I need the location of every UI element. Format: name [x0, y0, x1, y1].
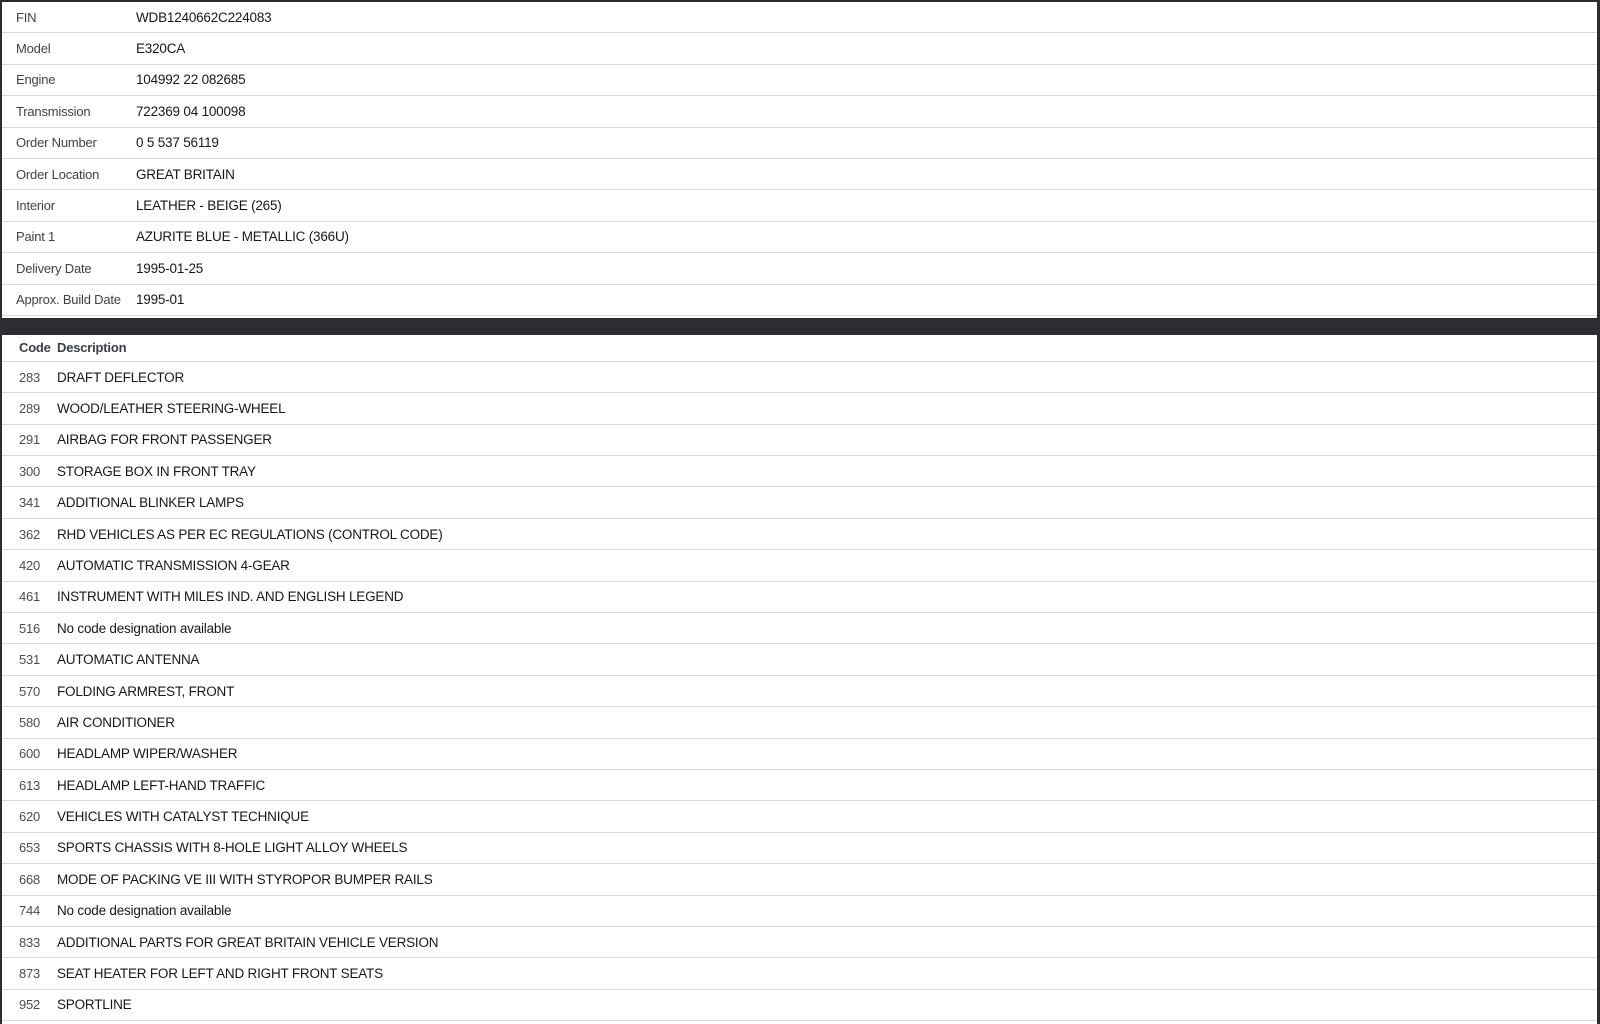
- option-code-row: [2, 927, 1597, 958]
- option-code-row: [2, 896, 1597, 927]
- vehicle-info-value: 722369 04 100098: [136, 103, 246, 119]
- option-code-row: [2, 582, 1597, 613]
- option-code-description: AUTOMATIC TRANSMISSION 4-GEAR: [57, 557, 290, 573]
- vehicle-info-value: 0 5 537 56119: [136, 135, 219, 151]
- option-code-row: [2, 770, 1597, 801]
- option-code-description: HEADLAMP WIPER/WASHER: [57, 746, 238, 762]
- option-code: 600: [19, 746, 41, 762]
- option-code-description: SPORTS CHASSIS WITH 8-HOLE LIGHT ALLOY WHEELS: [57, 840, 408, 856]
- vehicle-info-value: 1995-01-25: [136, 260, 204, 276]
- option-code-row: [2, 707, 1597, 738]
- option-code: 341: [19, 495, 41, 511]
- option-code: 653: [19, 840, 41, 856]
- option-code-description: DRAFT DEFLECTOR: [57, 369, 185, 385]
- code-column-header: Code: [19, 340, 51, 356]
- option-code-description: No code designation available: [57, 620, 232, 636]
- option-code-description: No code designation available: [57, 903, 232, 919]
- vehicle-info-label: Engine: [16, 72, 56, 88]
- option-code: 283: [19, 369, 41, 385]
- option-code: 833: [19, 934, 41, 950]
- vehicle-info-table: [2, 2, 1597, 316]
- option-code-row: [2, 739, 1597, 770]
- option-code: 570: [19, 683, 41, 699]
- vehicle-info-label: Approx. Build Date: [16, 292, 121, 308]
- vehicle-info-label: Model: [16, 41, 51, 57]
- vehicle-info-value: 104992 22 082685: [136, 72, 246, 88]
- option-code: 289: [19, 400, 41, 416]
- vehicle-info-row: [2, 96, 1597, 127]
- option-code-row: [2, 676, 1597, 707]
- vehicle-info-row: [2, 285, 1597, 316]
- vehicle-info-value: AZURITE BLUE - METALLIC (366U): [136, 229, 349, 245]
- option-code-description: HEADLAMP LEFT-HAND TRAFFIC: [57, 777, 266, 793]
- option-code-row: [2, 990, 1597, 1021]
- option-codes-rows: [2, 362, 1597, 1021]
- option-codes-table: [2, 335, 1597, 1021]
- vehicle-info-label: Delivery Date: [16, 260, 92, 276]
- vehicle-info-row: [2, 128, 1597, 159]
- vehicle-info-value: WDB1240662C224083: [136, 9, 272, 25]
- option-code: 461: [19, 589, 41, 605]
- option-code-row: [2, 519, 1597, 550]
- vehicle-info-value: GREAT BRITAIN: [136, 166, 235, 182]
- option-code: 744: [19, 903, 41, 919]
- option-code-description: RHD VEHICLES AS PER EC REGULATIONS (CONTROL CODE): [57, 526, 443, 542]
- option-code: 291: [19, 432, 41, 448]
- option-codes-header-row: [2, 335, 1597, 362]
- option-code-description: AIR CONDITIONER: [57, 714, 175, 730]
- vehicle-info-row: [2, 222, 1597, 253]
- option-code: 668: [19, 871, 41, 887]
- option-code: 620: [19, 809, 41, 825]
- option-code-description: WOOD/LEATHER STEERING-WHEEL: [57, 400, 286, 416]
- option-code-description: INSTRUMENT WITH MILES IND. AND ENGLISH LEGEND: [57, 589, 404, 605]
- option-code-description: SPORTLINE: [57, 997, 132, 1013]
- vehicle-info-label: FIN: [16, 9, 37, 25]
- vehicle-info-value: E320CA: [136, 41, 186, 57]
- option-code: 580: [19, 714, 41, 730]
- vehicle-info-value: LEATHER - BEIGE (265): [136, 198, 282, 214]
- option-code-row: [2, 833, 1597, 864]
- option-code-row: [2, 613, 1597, 644]
- option-code-description: FOLDING ARMREST, FRONT: [57, 683, 235, 699]
- option-code: 420: [19, 557, 41, 573]
- option-code-row: [2, 958, 1597, 989]
- option-code-row: [2, 864, 1597, 895]
- option-code: 516: [19, 620, 41, 636]
- vehicle-info-label: Transmission: [16, 103, 91, 119]
- vehicle-info-row: [2, 190, 1597, 221]
- option-code: 300: [19, 463, 41, 479]
- option-code-row: [2, 393, 1597, 424]
- vehicle-info-row: [2, 65, 1597, 96]
- option-code-description: VEHICLES WITH CATALYST TECHNIQUE: [57, 809, 309, 825]
- option-code-row: [2, 425, 1597, 456]
- vehicle-info-label: Order Location: [16, 166, 100, 182]
- description-column-header: Description: [57, 340, 127, 356]
- option-code-row: [2, 456, 1597, 487]
- option-code-description: STORAGE BOX IN FRONT TRAY: [57, 463, 256, 479]
- option-code: 613: [19, 777, 41, 793]
- vehicle-info-label: Interior: [16, 198, 55, 214]
- option-code-description: AIRBAG FOR FRONT PASSENGER: [57, 432, 272, 448]
- vehicle-info-row: [2, 253, 1597, 284]
- option-code-description: SEAT HEATER FOR LEFT AND RIGHT FRONT SEATS: [57, 966, 383, 982]
- option-code-row: [2, 487, 1597, 518]
- option-code-row: [2, 550, 1597, 581]
- option-code: 362: [19, 526, 41, 542]
- option-code-row: [2, 801, 1597, 832]
- vehicle-info-value: 1995-01: [136, 292, 185, 308]
- option-code: 531: [19, 652, 41, 668]
- vehicle-info-row: [2, 33, 1597, 64]
- vehicle-info-label: Order Number: [16, 135, 97, 151]
- option-code-description: AUTOMATIC ANTENNA: [57, 652, 200, 668]
- vehicle-info-row: [2, 2, 1597, 33]
- option-code: 873: [19, 966, 41, 982]
- section-divider-bar: [0, 318, 1600, 335]
- option-code-description: MODE OF PACKING VE III WITH STYROPOR BUMPER RAILS: [57, 871, 433, 887]
- option-code-description: ADDITIONAL BLINKER LAMPS: [57, 495, 244, 511]
- option-code-row: [2, 644, 1597, 675]
- option-code-description: ADDITIONAL PARTS FOR GREAT BRITAIN VEHICLE VERSION: [57, 934, 439, 950]
- option-code: 952: [19, 997, 41, 1013]
- vehicle-info-label: Paint 1: [16, 229, 56, 245]
- vehicle-info-row: [2, 159, 1597, 190]
- option-code-row: [2, 362, 1597, 393]
